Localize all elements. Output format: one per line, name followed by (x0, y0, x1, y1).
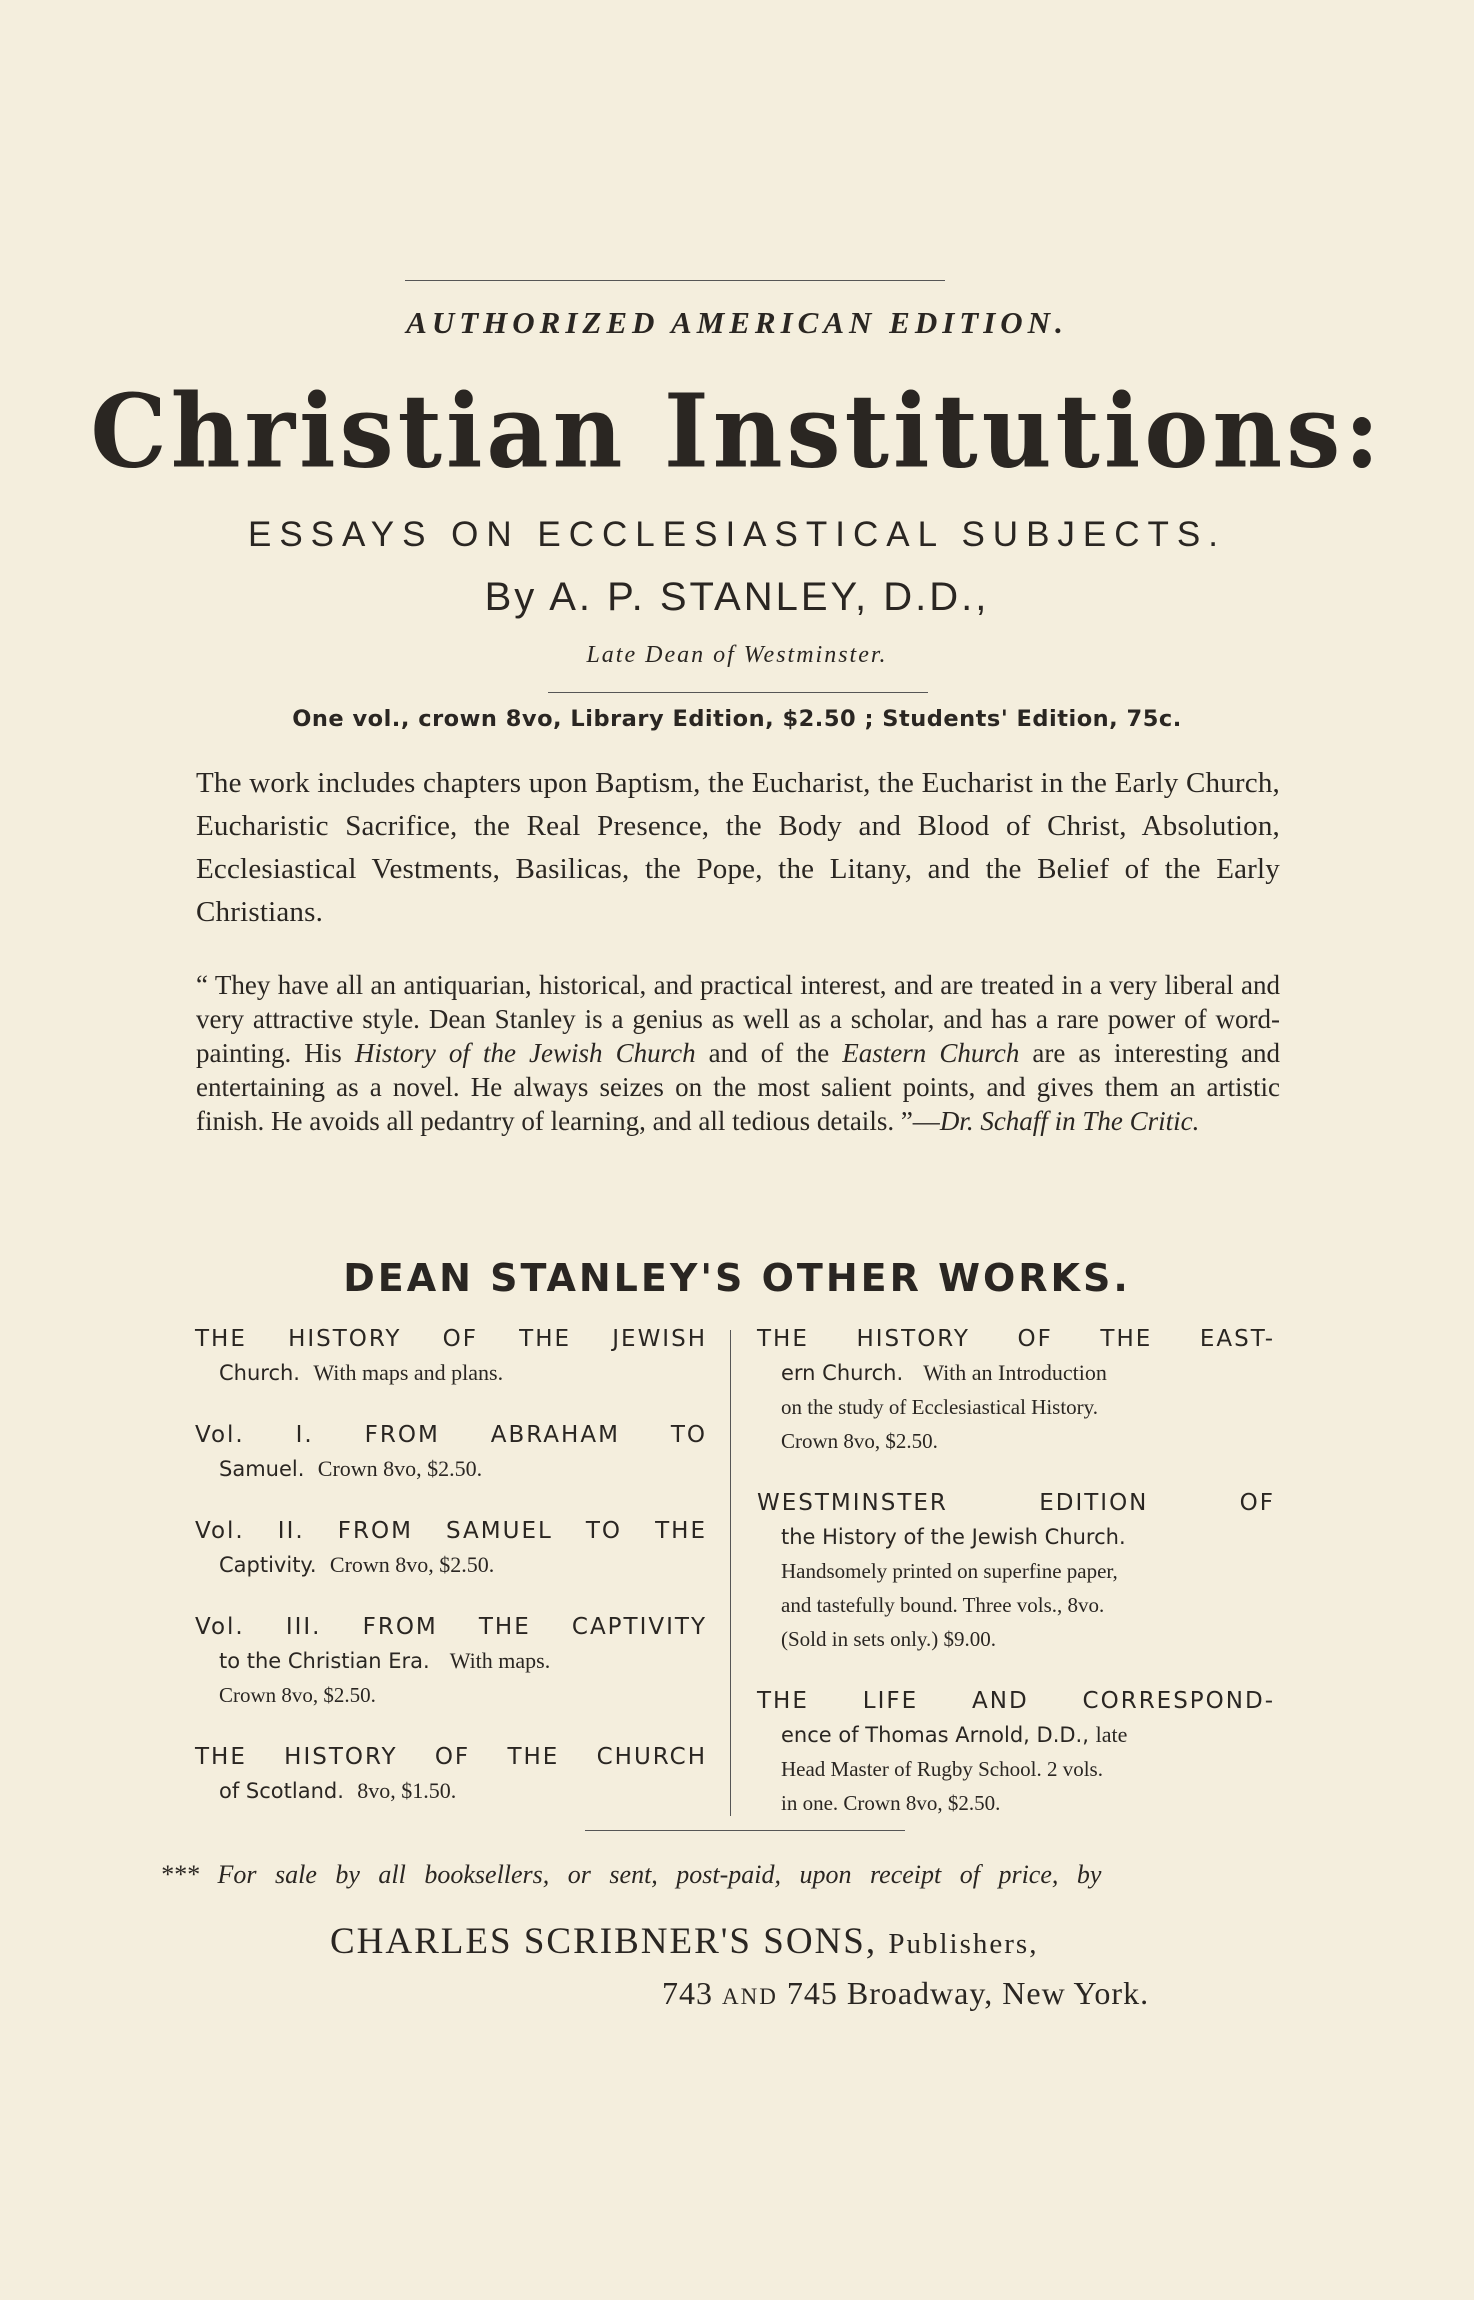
quote-italic-eastern-church: Eastern Church (842, 1038, 1020, 1068)
work-detail (195, 1774, 707, 1808)
work-cont: Samuel. (219, 1457, 305, 1481)
work-cont: ence of Thomas Arnold, D.D., (781, 1723, 1089, 1747)
work-entry (757, 1684, 1275, 1820)
work-head: Vol. III. FROM THE CAPTIVITY (195, 1614, 707, 1640)
work-entry (195, 1322, 707, 1390)
address-and: AND (722, 1984, 778, 2009)
work-cont: of Scotland. (219, 1779, 344, 1803)
left-works-column (195, 1322, 707, 1836)
quote-text-2: and of the (695, 1038, 843, 1068)
right-works-column (757, 1322, 1275, 1848)
quote-text-1: “ They have all an antiquarian, historical, and practical interest, and are treated in a very liberal and very attractive style. Dean Stanley is a genius as well as a scholar, and has a rare power of word-painting. His (196, 970, 1280, 1068)
quote-italic-jewish-church: History of the Jewish Church (354, 1038, 696, 1068)
work-head: THE LIFE AND CORRESPOND- (757, 1688, 1275, 1714)
work-head: Vol. II. FROM SAMUEL TO THE (195, 1518, 707, 1544)
work-entry (195, 1610, 707, 1712)
work-detail (757, 1718, 1275, 1752)
work-detail (195, 1356, 707, 1390)
work-line: Head Master of Rugby School. 2 vols. (781, 1757, 1103, 1781)
work-rest: With an Introduction (923, 1360, 1107, 1385)
address-number-1: 743 (662, 1975, 713, 2011)
work-entry (195, 1514, 707, 1582)
work-cont: ern Church. (781, 1361, 904, 1385)
work-line: on the study of Ecclesiastical History. (781, 1395, 1099, 1419)
work-cont: to the Christian Era. (219, 1649, 430, 1673)
work-rest: Crown 8vo, $2.50. (329, 1552, 495, 1577)
other-works-heading: DEAN STANLEY'S OTHER WORKS. (343, 1256, 1131, 1300)
top-rule (405, 280, 945, 281)
quote-text-3: are as interesting and entertaining as a novel. He always seizes on the most salient points, and gives them an artistic finish. He avoids all pedantry of learning, and all tedious details. ”— (196, 1038, 1281, 1136)
price-line: One vol., crown 8vo, Library Edition, $2.50 ; Students' Edition, 75c. (292, 706, 1182, 732)
work-entry (195, 1418, 707, 1486)
work-head: Vol. I. FROM ABRAHAM TO (195, 1422, 707, 1448)
address-number-2: 745 (786, 1975, 838, 2011)
work-line: in one. Crown 8vo, $2.50. (781, 1791, 1001, 1815)
work-detail: the History of the Jewish Church. (781, 1525, 1126, 1549)
book-title: Christian Institutions: (90, 372, 1384, 491)
work-head: THE HISTORY OF THE EAST- (757, 1326, 1275, 1352)
work-cont: Church. (219, 1361, 300, 1385)
work-rest: Crown 8vo, $2.50. (317, 1456, 483, 1481)
bottom-rule (585, 1830, 905, 1831)
work-head: THE HISTORY OF THE CHURCH (195, 1744, 707, 1770)
publisher-role: Publishers, (888, 1928, 1039, 1960)
work-rest: With maps and plans. (313, 1360, 504, 1385)
work-rest: With maps. (449, 1648, 551, 1673)
publisher-line (330, 1920, 1038, 1963)
sale-note: *** For sale by all booksellers, or sent, post-paid, upon receipt of price, by (160, 1860, 1102, 1889)
work-rest: late (1095, 1722, 1128, 1747)
work-entry (757, 1486, 1275, 1656)
publisher-address (662, 1975, 1149, 2012)
publisher-name: CHARLES SCRIBNER'S SONS, (330, 1921, 878, 1962)
work-detail (195, 1644, 707, 1678)
work-entry (195, 1740, 707, 1808)
quote-attribution: Dr. Schaff in The Critic. (939, 1106, 1200, 1136)
column-divider (730, 1330, 731, 1816)
work-cont: Captivity. (219, 1553, 317, 1577)
work-line: Crown 8vo, $2.50. (781, 1429, 938, 1453)
author-title: Late Dean of Westminster. (586, 642, 888, 668)
work-detail (757, 1356, 1275, 1390)
work-line: (Sold in sets only.) $9.00. (781, 1627, 997, 1651)
review-quote (196, 968, 1280, 1138)
work-entry (757, 1322, 1275, 1458)
edition-label: AUTHORIZED AMERICAN EDITION. (406, 305, 1068, 340)
address-street: Broadway, New York. (846, 1975, 1150, 2011)
work-line: and tastefully bound. Three vols., 8vo. (781, 1593, 1105, 1617)
work-detail (195, 1452, 707, 1486)
work-head: WESTMINSTER EDITION OF (757, 1490, 1275, 1516)
work-line: Crown 8vo, $2.50. (219, 1683, 376, 1707)
book-description: The work includes chapters upon Baptism, the Eucharist, the Eucharist in the Early Church, Eucharistic Sacrifice, the Real Presence, the Body and Blood of Christ, Absolution, Ecclesiastical Vestments, Basilicas, the Pope, the Litany, and the Belief of the Early Christians. (196, 767, 1280, 928)
work-line: Handsomely printed on superfine paper, (781, 1559, 1118, 1583)
price-rule (548, 692, 928, 693)
work-rest: 8vo, $1.50. (357, 1778, 457, 1803)
work-detail (195, 1548, 707, 1582)
book-subtitle: ESSAYS ON ECCLESIASTICAL SUBJECTS. (247, 515, 1227, 554)
author-line: By A. P. STANLEY, D.D., (484, 575, 990, 619)
work-head: THE HISTORY OF THE JEWISH (195, 1326, 707, 1352)
